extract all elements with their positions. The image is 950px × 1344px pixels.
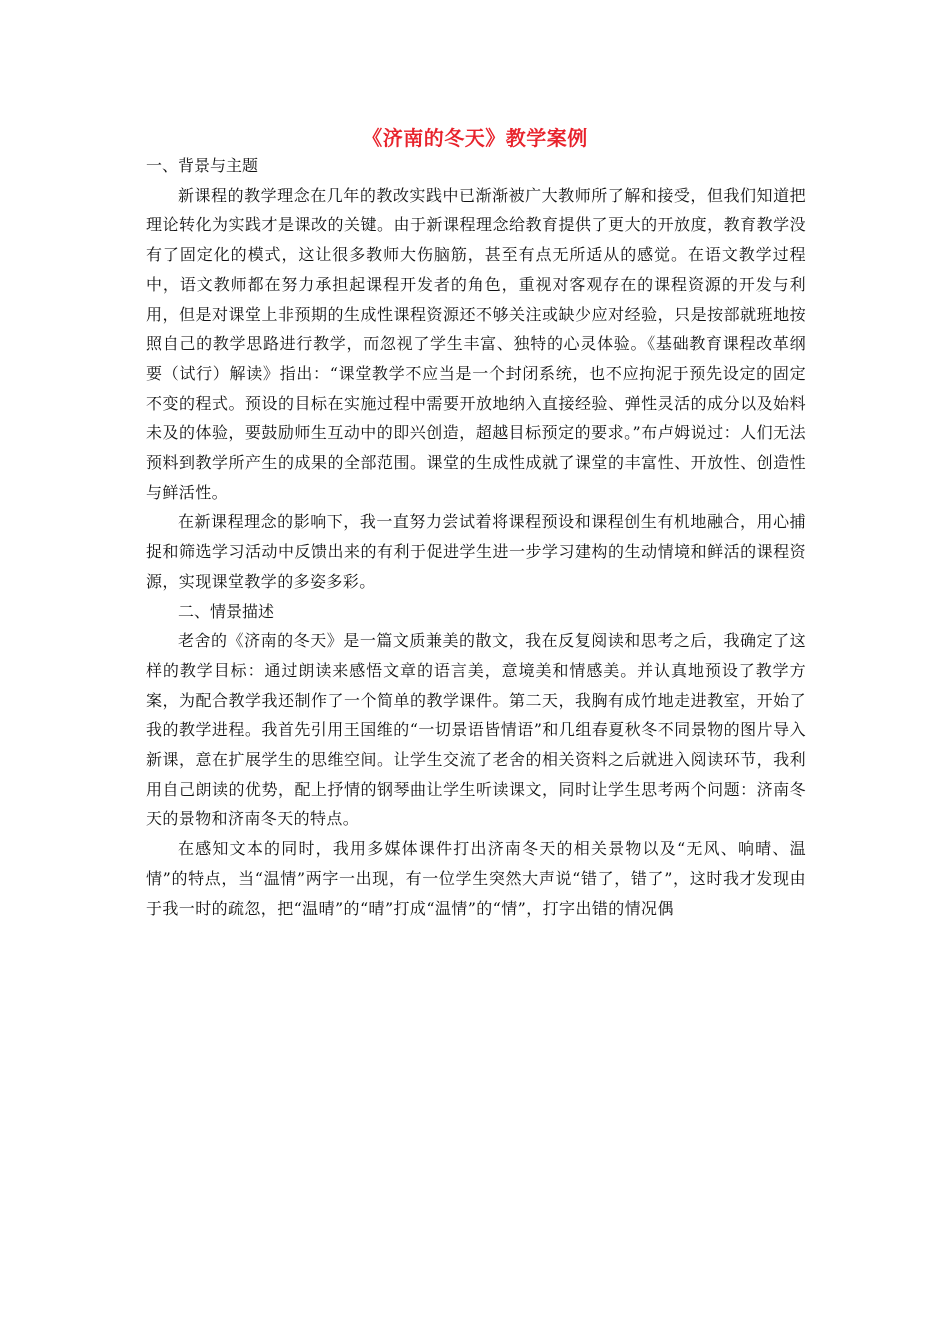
paragraph: 在新课程理念的影响下，我一直努力尝试着将课程预设和课程创生有机地融合，用心捕捉和筛选学习活动中反馈出来的有利于促进学生进一步学习建构的生动情境和鲜活的课程资源，实现课堂教学的多姿多彩。 bbox=[146, 512, 806, 591]
document-title: 《济南的冬天》教学案例 bbox=[362, 126, 588, 150]
paragraph: 在感知文本的同时，我用多媒体课件打出济南冬天的相关景物以及“无风、响晴、温情”的特点，当“温情”两字一出现，有一位学生突然大声说“错了，错了”，这时我才发现由于我一时的疏忽，把“温晴”的“晴”打成“温情”的“情”，打字出错的情况偶 bbox=[146, 839, 806, 918]
paragraph: 新课程的教学理念在几年的教改实践中已渐渐被广大教师所了解和接受，但我们知道把理论转化为实践才是课改的关键。由于新课程理念给教育提供了更大的开放度，教育教学没有了固定化的模式，这让很多教师大伤脑筋，甚至有点无所适从的感觉。在语文教学过程中，语文教师都在努力承担起课程开发者的角色，重视对客观存在的课程资源的开发与利用，但是对课堂上非预期的生成性课程资源还不够关注或缺少应对经验，只是按部就班地按照自己的教学思路进行教学，而忽视了学生丰富、独特的心灵体验。《基础教育课程改革纲要（试行）解读》指出：“课堂教学不应当是一个封闭系统，也不应拘泥于预先设定的固定不变的程式。预设的目标在实施过程中需要开放地纳入直接经验、弹性灵活的成分以及始料未及的体验，要鼓励师生互动中的即兴创造，超越目标预定的要求。”布卢姆说过：人们无法预料到教学所产生的成果的全部范围。课堂的生成性成就了课堂的丰富性、开放性、创造性与鲜活性。 bbox=[146, 185, 806, 502]
section-heading-background: 一、背景与主题 bbox=[146, 156, 259, 175]
paragraph: 老舍的《济南的冬天》是一篇文质兼美的散文，我在反复阅读和思考之后，我确定了这样的教学目标：通过朗读来感悟文章的语言美，意境美和情感美。并认真地预设了教学方案，为配合教学我还制作了一个简单的教学课件。第二天，我胸有成竹地走进教室，开始了我的教学进程。我首先引用王国维的“一切景语皆情语”和几组春夏秋冬不同景物的图片导入新课，意在扩展学生的思维空间。让学生交流了老舍的相关资料之后就进入阅读环节，我利用自己朗读的优势，配上抒情的钢琴曲让学生听读课文，同时让学生思考两个问题：济南冬天的景物和济南冬天的特点。 bbox=[146, 631, 806, 829]
section-heading-scenario: 二、情景描述 bbox=[178, 601, 275, 621]
document-body bbox=[146, 151, 806, 923]
